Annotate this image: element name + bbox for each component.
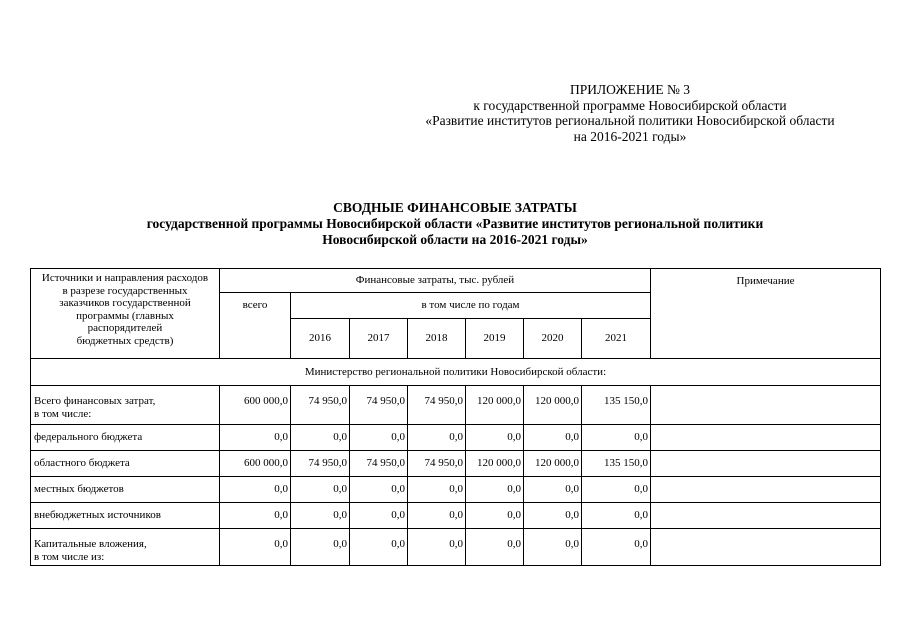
table-row: [31, 451, 881, 477]
document-title: [40, 200, 870, 248]
row-year-value: 120 000,0: [466, 451, 524, 477]
row-note: [651, 503, 881, 529]
table-row: [31, 503, 881, 529]
appendix-number: ПРИЛОЖЕНИЕ № 3: [569, 82, 691, 97]
header-year: 2020: [524, 319, 582, 359]
row-year-value: 74 950,0: [408, 386, 466, 425]
row-year-value: 0,0: [408, 425, 466, 451]
row-year-value: 0,0: [466, 477, 524, 503]
header-year: 2021: [582, 319, 651, 359]
ministry-row: Министерство региональной политики Новосибирской области:: [31, 359, 881, 386]
header-sources: [31, 269, 220, 359]
row-year-value: 0,0: [582, 503, 651, 529]
row-year-value: 0,0: [350, 425, 408, 451]
row-year-value: 0,0: [524, 425, 582, 451]
row-year-value: 0,0: [466, 503, 524, 529]
row-year-value: 135 150,0: [582, 386, 651, 425]
row-label: внебюджетных источников: [31, 503, 220, 529]
header-sources-text: [33, 272, 217, 347]
header-total: всего: [220, 293, 291, 359]
appendix-block: [395, 82, 865, 144]
row-year-value: 135 150,0: [582, 451, 651, 477]
table-row: [31, 529, 881, 566]
row-total: 0,0: [220, 477, 291, 503]
row-year-value: 0,0: [524, 477, 582, 503]
row-total: 600 000,0: [220, 451, 291, 477]
row-year-value: 0,0: [582, 529, 651, 566]
row-year-value: 0,0: [291, 529, 350, 566]
header-year: 2018: [408, 319, 466, 359]
table-row: [31, 386, 881, 425]
row-year-value: 74 950,0: [350, 386, 408, 425]
row-year-value: 0,0: [524, 503, 582, 529]
row-year-value: 74 950,0: [291, 451, 350, 477]
row-note: [651, 425, 881, 451]
row-label: Всего финансовых затрат, в том числе:: [31, 386, 220, 425]
row-year-value: 0,0: [291, 425, 350, 451]
row-year-value: 0,0: [582, 477, 651, 503]
header-by-years: в том числе по годам: [291, 293, 651, 319]
row-year-value: 0,0: [291, 503, 350, 529]
row-note: [651, 451, 881, 477]
row-year-value: 74 950,0: [291, 386, 350, 425]
row-year-value: 0,0: [350, 503, 408, 529]
row-year-value: 74 950,0: [350, 451, 408, 477]
table-row: [31, 477, 881, 503]
row-label: федерального бюджета: [31, 425, 220, 451]
table-row: [31, 425, 881, 451]
title-subtitle-end: Новосибирской области на 2016-2021 годы»: [322, 232, 588, 247]
appendix-program-years: на 2016-2021 годы»: [573, 128, 687, 144]
row-year-value: 120 000,0: [524, 451, 582, 477]
row-label: областного бюджета: [31, 451, 220, 477]
row-year-value: 74 950,0: [408, 451, 466, 477]
header-sources-line: в разрезе государственных: [62, 284, 188, 297]
row-year-value: 120 000,0: [524, 386, 582, 425]
row-label: местных бюджетов: [31, 477, 220, 503]
row-year-value: 0,0: [408, 529, 466, 566]
row-note: [651, 386, 881, 425]
appendix-ref-line: к государственной программе Новосибирской области: [473, 97, 787, 113]
row-label: Капитальные вложения, в том числе из:: [31, 529, 220, 566]
header-sources-line: заказчиков государственной: [59, 297, 191, 309]
header-sources-line: Источники и направления расходов: [41, 272, 209, 284]
row-year-value: 0,0: [291, 477, 350, 503]
title-subtitle: государственной программы Новосибирской области «Развитие институтов региональной политики: [146, 216, 764, 231]
row-total: 0,0: [220, 425, 291, 451]
row-year-value: 0,0: [582, 425, 651, 451]
title-main: СВОДНЫЕ ФИНАНСОВЫЕ ЗАТРАТЫ: [333, 200, 577, 215]
header-costs: Финансовые затраты, тыс. рублей: [220, 269, 651, 293]
header-sources-line: программы (главных: [76, 309, 174, 322]
row-year-value: 0,0: [350, 477, 408, 503]
row-note: [651, 477, 881, 503]
header-year: 2016: [291, 319, 350, 359]
row-year-value: 0,0: [408, 477, 466, 503]
appendix-program-name: «Развитие институтов региональной политики Новосибирской области: [425, 113, 835, 128]
header-year: 2019: [466, 319, 524, 359]
row-year-value: 0,0: [524, 529, 582, 566]
header-sources-line: распорядителей: [87, 322, 163, 334]
row-note: [651, 529, 881, 566]
header-sources-line: бюджетных средств): [76, 334, 174, 347]
header-year: 2017: [350, 319, 408, 359]
row-total: 0,0: [220, 529, 291, 566]
row-total: 0,0: [220, 503, 291, 529]
row-year-value: 120 000,0: [466, 386, 524, 425]
row-year-value: 0,0: [466, 529, 524, 566]
row-year-value: 0,0: [408, 503, 466, 529]
row-year-value: 0,0: [350, 529, 408, 566]
header-note: Примечание: [651, 269, 881, 359]
row-year-value: 0,0: [466, 425, 524, 451]
financial-costs-table: [30, 268, 881, 566]
row-total: 600 000,0: [220, 386, 291, 425]
